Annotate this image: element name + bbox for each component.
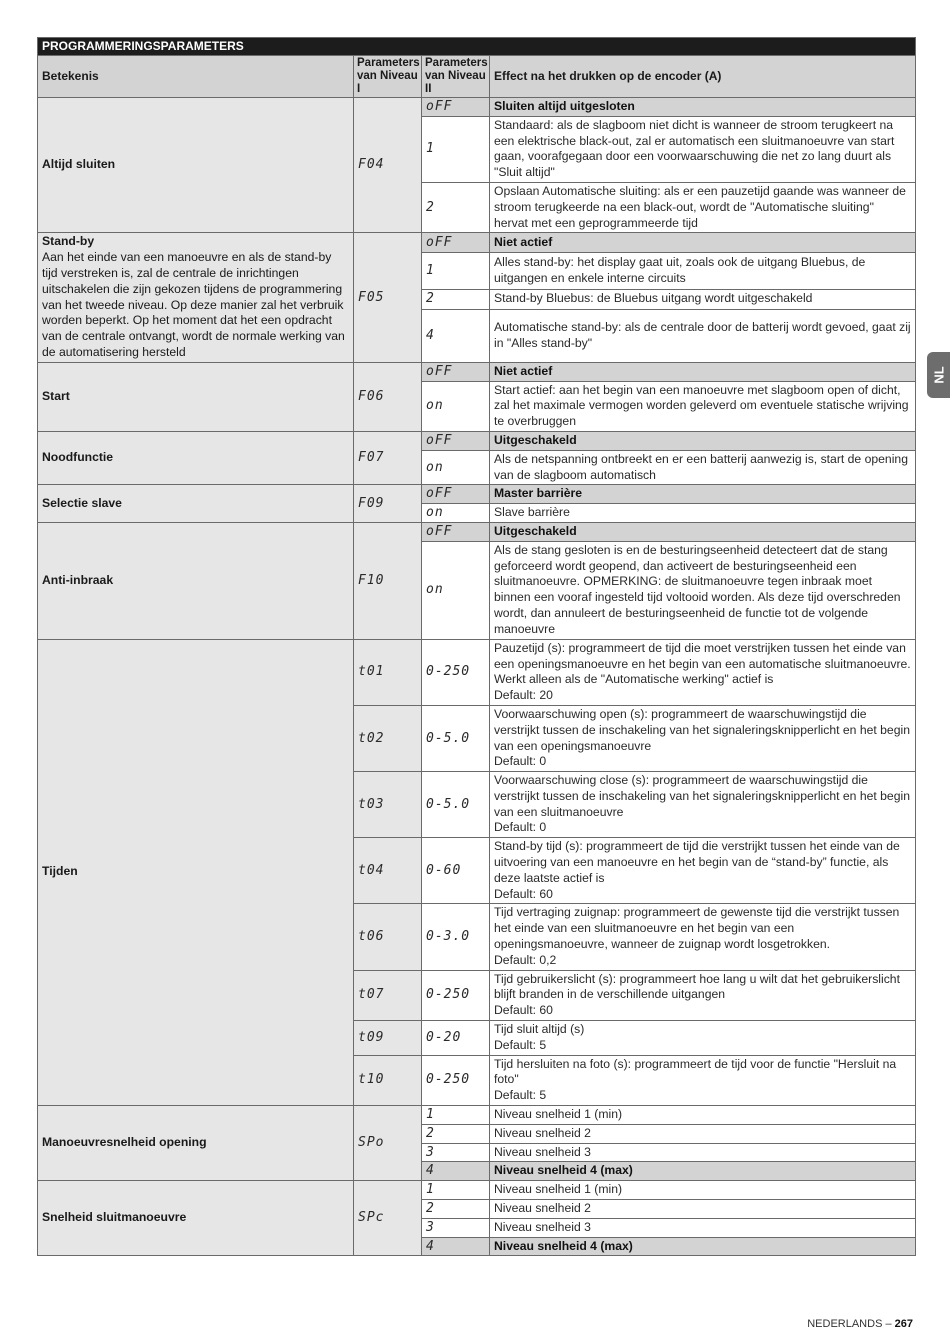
parameter-label: [38, 639, 354, 1105]
level1-code: t02: [354, 705, 422, 771]
level2-value: 2: [422, 1200, 490, 1219]
effect-text: Als de stang gesloten is en de besturingseenheid detecteert dat de stang geforceerd wordt geopend, dan activeert de besturingseenheid een sluitmanoeuvre. OPMERKING: de sluitmanoeuvre tegen inbraak moet binnen een vooraf ingesteld tijd voltooid worden. Als deze tijd overschreden wordt, dan annuleert de besturingseenheid de functie tot de volgende manoeuvre: [490, 541, 916, 639]
table-row: [38, 233, 916, 253]
level2-value: oFF: [422, 522, 490, 541]
effect-text: Niveau snelheid 3: [490, 1143, 916, 1162]
page-number: 267: [894, 1318, 913, 1330]
parameter-label: [38, 98, 354, 233]
level1-code: F04: [354, 98, 422, 233]
table-title: PROGRAMMERINGSPARAMETERS: [38, 38, 916, 56]
header-level1: Parameters van Niveau I: [354, 56, 422, 98]
level1-code: SPo: [354, 1106, 422, 1181]
table-row: [38, 1106, 916, 1125]
default-value: Default: 0: [494, 820, 547, 835]
effect-text: Als de netspanning ontbreekt en er een batterij aanwezig is, start de opening van de slagboom automatisch: [490, 450, 916, 485]
effect-text: Start actief: aan het begin van een manoeuvre met slagboom open of dicht, zal het maximale vermogen worden geleverd om eventuele statische wrijving te overbruggen: [490, 381, 916, 431]
default-value: Default: 20: [494, 688, 553, 703]
effect-description: Voorwaarschuwing open (s): programmeert de waarschuwingstijd die verstrijkt tussen de inschakeling van het signaleringsknipperlicht en het begin van een openingsmanoeuvre: [494, 706, 910, 753]
parameter-title: Selectie slave: [42, 495, 122, 510]
footer-separator: –: [882, 1318, 895, 1330]
table-row: [38, 431, 916, 450]
parameter-title: Tijden: [42, 864, 78, 879]
table-row: [38, 1181, 916, 1200]
effect-text: [490, 970, 916, 1020]
parameter-title: Start: [42, 388, 70, 403]
parameter-title: Altijd sluiten: [42, 157, 116, 172]
effect-text: Niveau snelheid 3: [490, 1218, 916, 1237]
level2-value: oFF: [422, 485, 490, 504]
table-row: [38, 639, 916, 705]
level2-value: 0-5.0: [422, 705, 490, 771]
level2-value: 1: [422, 253, 490, 290]
effect-description: Stand-by tijd (s): programmeert de tijd die verstrijkt tussen het einde van de uitvoering van een manoeuvre en het begin van de “stand-by” functie, als deze laatste actief is: [494, 839, 900, 885]
level1-code: F09: [354, 485, 422, 523]
level2-value: 0-60: [422, 838, 490, 904]
parameter-label: [38, 485, 354, 523]
level2-value: 1: [422, 1181, 490, 1200]
level2-value: 2: [422, 182, 490, 232]
level2-value: oFF: [422, 362, 490, 381]
parameter-label: [38, 522, 354, 639]
table-row: [38, 362, 916, 381]
level2-value: 0-250: [422, 639, 490, 705]
parameter-label: [38, 362, 354, 431]
parameter-description: Aan het einde van een manoeuvre en als de stand-by tijd verstreken is, zal de centrale de inrichtingen uitschakelen die zijn gekozen tijdens de programmering van het tweede niveau. Op deze manier zal het verbruik worden beperkt. Op het moment dat het een opdracht van de centrale ontvangt, wordt de normale werking van de automatisering hersteld: [42, 250, 345, 359]
effect-text: Niveau snelheid 4 (max): [490, 1162, 916, 1181]
parameter-title: Anti-inbraak: [42, 572, 114, 587]
footer-language: NEDERLANDS: [807, 1318, 883, 1330]
level1-code: t04: [354, 838, 422, 904]
default-value: Default: 60: [494, 886, 553, 901]
level2-value: 1: [422, 116, 490, 182]
effect-text: Niet actief: [490, 233, 916, 253]
effect-text: [490, 904, 916, 970]
effect-text: [490, 1055, 916, 1105]
default-value: Default: 5: [494, 1088, 547, 1103]
level2-value: 4: [422, 1237, 490, 1256]
level2-value: 0-5.0: [422, 772, 490, 838]
effect-text: Niveau snelheid 4 (max): [490, 1237, 916, 1256]
level2-value: oFF: [422, 431, 490, 450]
level2-value: oFF: [422, 98, 490, 117]
effect-text: Standaard: als de slagboom niet dicht is wanneer de stroom terugkeert na een elektrische black-out, zal er automatisch een sluitmanoeuvre van start gaan, voorafgegaan door een voorwaarschuwing die net zo lang duurt als "Sluit altijd": [490, 116, 916, 182]
effect-text: Niveau snelheid 2: [490, 1200, 916, 1219]
level1-code: t10: [354, 1055, 422, 1105]
level2-value: 3: [422, 1143, 490, 1162]
header-effect: Effect na het drukken op de encoder (A): [490, 56, 916, 98]
effect-text: [490, 772, 916, 838]
effect-text: [490, 1021, 916, 1056]
level1-code: t07: [354, 970, 422, 1020]
level2-value: 0-250: [422, 1055, 490, 1105]
parameter-label: [38, 1106, 354, 1181]
language-tab: [927, 352, 950, 398]
parameter-label: [38, 1181, 354, 1256]
effect-text: Uitgeschakeld: [490, 522, 916, 541]
header-level2: Parameters van Niveau II: [422, 56, 490, 98]
effect-text: [490, 705, 916, 771]
level2-value: 3: [422, 1218, 490, 1237]
effect-description: Tijd sluit altijd (s): [494, 1022, 585, 1037]
level1-code: F07: [354, 431, 422, 484]
level2-value: 1: [422, 1106, 490, 1125]
default-value: Default: 0,2: [494, 952, 557, 967]
level1-code: F06: [354, 362, 422, 431]
effect-description: Tijd gebruikerslicht (s): programmeert hoe lang u wilt dat het gebruikerslicht blijft branden in de verschillende uitgangen: [494, 971, 900, 1002]
level2-value: on: [422, 450, 490, 485]
parameter-title: Snelheid sluitmanoeuvre: [42, 1210, 187, 1225]
parameters-table: [37, 37, 916, 1256]
effect-description: Tijd hersluiten na foto (s): programmeert de tijd voor de functie "Hersluit na foto": [494, 1056, 897, 1087]
effect-description: Tijd vertraging zuignap: programmeert de gewenste tijd die verstrijkt tussen het einde van een sluitmanoeuvre en het begin van een openingsmanoeuvre, wanneer de zuignap wordt losgetrokken.: [494, 905, 900, 952]
level1-code: F10: [354, 522, 422, 639]
level2-value: 4: [422, 309, 490, 362]
level1-code: t09: [354, 1021, 422, 1056]
effect-description: Pauzetijd (s): programmeert de tijd die moet verstrijken tussen het einde van een openingsmanoeuvre en het begin van een automatische sluitmanoeuvre. Werkt alleen als de "Automatische werking" actief is: [494, 640, 911, 687]
effect-text: Master barrière: [490, 485, 916, 504]
level2-value: 2: [422, 1124, 490, 1143]
effect-text: Automatische stand-by: als de centrale door de batterij wordt gevoed, gaat zij in "Alles stand-by": [490, 309, 916, 362]
language-tab-label: NL: [931, 366, 946, 384]
parameter-title: Stand-by: [42, 234, 95, 249]
table-row: [38, 98, 916, 117]
effect-text: [490, 838, 916, 904]
level2-value: 4: [422, 1162, 490, 1181]
effect-text: Alles stand-by: het display gaat uit, zoals ook de uitgang Bluebus, de uitgangen en enkele interne circuits: [490, 253, 916, 290]
table-row: [38, 485, 916, 504]
effect-text: Stand-by Bluebus: de Bluebus uitgang wordt uitgeschakeld: [490, 289, 916, 309]
level1-code: F05: [354, 233, 422, 362]
level1-code: SPc: [354, 1181, 422, 1256]
level2-value: 0-250: [422, 970, 490, 1020]
effect-text: Niet actief: [490, 362, 916, 381]
parameter-label: [38, 233, 354, 362]
parameter-label: [38, 431, 354, 484]
level1-code: t03: [354, 772, 422, 838]
default-value: Default: 5: [494, 1037, 547, 1052]
level2-value: on: [422, 541, 490, 639]
level2-value: on: [422, 381, 490, 431]
effect-description: Voorwaarschuwing close (s): programmeert de waarschuwingstijd die verstrijkt tussen de inschakeling van het signaleringsknipperlicht en het begin van een sluitmanoeuvre: [494, 773, 910, 819]
effect-text: Niveau snelheid 1 (min): [490, 1106, 916, 1125]
page-footer: [807, 1318, 913, 1330]
level1-code: t01: [354, 639, 422, 705]
level2-value: oFF: [422, 233, 490, 253]
level2-value: on: [422, 504, 490, 523]
effect-text: Niveau snelheid 1 (min): [490, 1181, 916, 1200]
parameter-title: Noodfunctie: [42, 450, 114, 465]
table-row: [38, 522, 916, 541]
header-meaning: Betekenis: [38, 56, 354, 98]
effect-text: Uitgeschakeld: [490, 431, 916, 450]
default-value: Default: 0: [494, 754, 547, 769]
level2-value: 2: [422, 289, 490, 309]
level2-value: 0-3.0: [422, 904, 490, 970]
effect-text: Slave barrière: [490, 504, 916, 523]
default-value: Default: 60: [494, 1003, 553, 1018]
effect-text: Sluiten altijd uitgesloten: [490, 98, 916, 117]
level2-value: 0-20: [422, 1021, 490, 1056]
level1-code: t06: [354, 904, 422, 970]
effect-text: Niveau snelheid 2: [490, 1124, 916, 1143]
parameter-title: Manoeuvresnelheid opening: [42, 1135, 207, 1150]
effect-text: Opslaan Automatische sluiting: als er een pauzetijd gaande was wanneer de stroom terugkeerde na een black-out, wordt de "Automatische sluiting" hervat met een geprogrammeerde tijd: [490, 182, 916, 232]
effect-text: [490, 639, 916, 705]
